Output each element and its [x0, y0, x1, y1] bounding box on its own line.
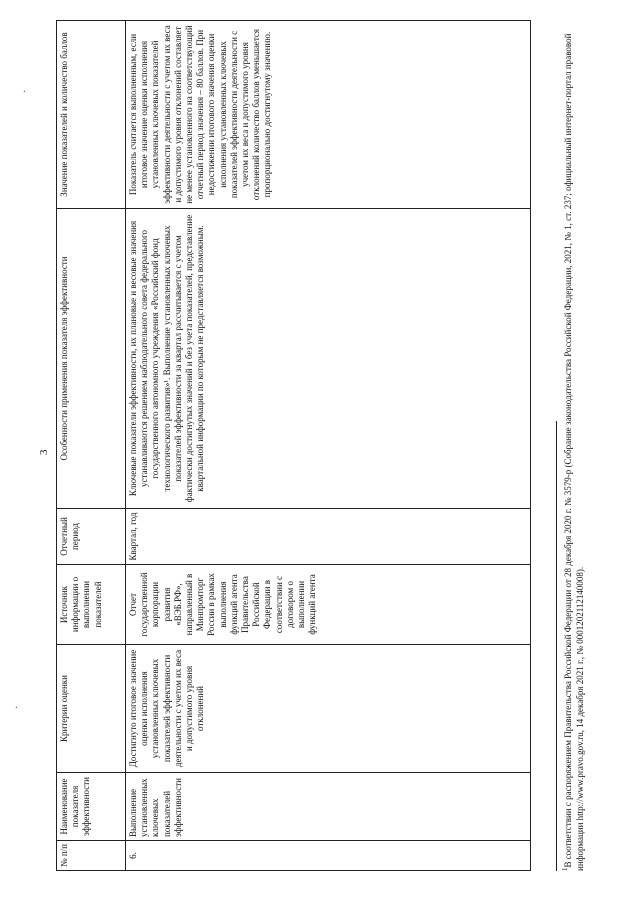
header-indicator-name: Наименование показателя эффективности [57, 773, 126, 841]
cell-criteria: Достигнуто итоговое значение оценки исполнения установленных ключевых показателей эффективности деятельности с учетом их веса и допустимого уровня отклонений [126, 645, 531, 773]
cell-source: Отчет государственной корпорации развития «ВЭБ.РФ», направленный в Минпромторг России в рамках выполнения функций агента Правительства Российской Федерации в соответствии с договором о выполнении функций агента [126, 565, 531, 645]
cell-indicator-name: Выполнение установленных ключевых показателей эффективности [126, 773, 531, 841]
page-number: 3 [38, 449, 50, 455]
header-period: Отчетный период [57, 509, 126, 565]
cell-features: Ключевые показатели эффективности, их плановые и весовые значения устанавливаются решением наблюдательного совета федерального государственного автономного учреждения «Российский фонд технологического развития»¹. Выполнение установленных ключевых показателей эффективности за квартал рассчитывается с учетом фактически достигнутых значений и без учета показателей, представление квартальной информации по которым не представляется возможным. [126, 209, 531, 509]
cell-values: Показатель считается выполненным, если итоговое значение оценки исполнения установленных ключевых показателей эффективности деятельности с учетом их веса и допустимого уровня отклонений составляет не менее установленного на соответствующий отчетный период значения – 80 баллов. При недостижении итогового значения оценки исполнения установленных ключевых показателей эффективности деятельности с учетом их веса и допустимого уровня отклонений количество баллов уменьшается пропорционально достигнутому значению. [126, 21, 531, 209]
scan-speck: · [12, 705, 23, 709]
header-number: № п/п [57, 841, 126, 871]
table-header-row [57, 21, 126, 871]
footnote-divider [556, 421, 557, 871]
indicators-table [56, 20, 531, 871]
header-values: Значение показателей и количество баллов [57, 21, 126, 209]
cell-period: Квартал, год [126, 509, 531, 565]
header-source: Источник информации о выполнении показателей [57, 565, 126, 645]
footnote-text: В соответствии с распоряжением Правительства Российской Федерации от 28 декабря 2020 г. № 3579-р (Собрание законодательства Российской Федерации, 2021, № 1, ст. 237; официальный интернет-портал правовой информации http://www.pravo.gov.ru, 14 декабря 2021 г., № 0001202112140008). [563, 33, 585, 871]
header-criteria: Критерии оценки [57, 645, 126, 773]
scan-speck: · [20, 89, 31, 93]
cell-number: 6. [126, 841, 531, 871]
table-row [126, 21, 531, 871]
header-features: Особенности применения показателя эффективности [57, 209, 126, 509]
footnote [560, 31, 586, 871]
footnote-mark: 1 [561, 867, 569, 871]
